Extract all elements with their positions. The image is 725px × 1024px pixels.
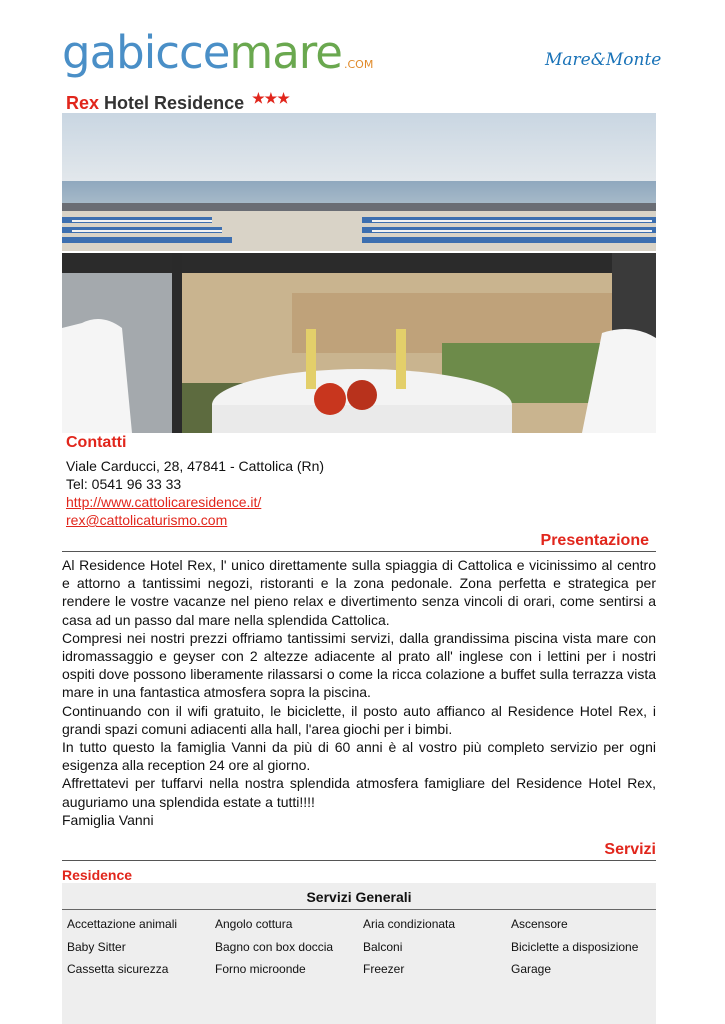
- service-item: Cassetta sicurezza: [67, 962, 169, 976]
- gabiccemare-logo[interactable]: [62, 28, 373, 90]
- star-rating: ★★★: [252, 90, 290, 106]
- services-table-title: Servizi Generali: [62, 883, 656, 910]
- residence-subheading: Residence: [62, 867, 133, 883]
- service-item: Baby Sitter: [67, 939, 126, 954]
- services-heading: Servizi: [604, 841, 656, 858]
- service-item: Balconi: [363, 939, 403, 954]
- logo-text-part2: mare: [229, 26, 342, 79]
- hotel-name-highlight: Rex: [66, 93, 100, 113]
- service-item: Garage: [511, 962, 552, 976]
- logo-domain: .COM: [343, 58, 374, 71]
- presentation-paragraph: Continuando con il wifi gratuito, le biciclette, il posto auto affianco al Residence Hotel Rex, i grandi spazi comuni adiacenti alla hall, l'area giochi per i bimbi.: [62, 702, 656, 737]
- presentation-signature: Famiglia Vanni: [62, 811, 154, 828]
- website-link[interactable]: http://www.cattolicaresidence.it/: [66, 494, 262, 510]
- services-divider: [62, 860, 656, 861]
- maremonte-logo[interactable]: Mare&Monte: [545, 50, 662, 70]
- service-item: Angolo cottura: [215, 917, 293, 931]
- presentation-divider: [62, 551, 656, 552]
- presentation-text: [62, 556, 656, 829]
- presentation-paragraph: Compresi nei nostri prezzi offriamo tantissimi servizi, dalla grandissima piscina vista mare con idromassaggio e geyser con 2 altezze adiacente al prato all' inglese con i lettini per i nostri ospiti dove possono liberamente rilassarsi o come la ricca colazione a buffet sulla terrazza vista mare in una fantastica atmosfera sopra la piscina.: [62, 629, 656, 701]
- hotel-name-rest: Hotel Residence: [104, 93, 245, 113]
- service-item: Forno microonde: [215, 962, 306, 976]
- service-item: Aria condizionata: [363, 917, 456, 931]
- hotel-photo: [62, 113, 656, 433]
- hotel-title: [66, 86, 290, 115]
- service-item: Biciclette a disposizione: [511, 939, 639, 954]
- balcony-sea-view-image: [62, 113, 656, 433]
- page-header: [0, 0, 725, 84]
- presentation-paragraph: Affrettatevi per tuffarvi nella nostra splendida atmosfera famigliare del Residence Hotel Rex, auguriamo una splendida estate a tutti!!!!: [62, 775, 656, 810]
- email-link[interactable]: rex@cattolicaturismo.com: [66, 512, 228, 528]
- service-item: Bagno con box doccia: [215, 939, 334, 954]
- presentation-heading: Presentazione: [540, 532, 649, 549]
- service-item: Ascensore: [511, 917, 568, 931]
- contact-phone: Tel: 0541 96 33 33: [66, 476, 182, 492]
- service-item: Accettazione animali: [67, 917, 178, 931]
- services-table: [62, 883, 656, 1024]
- contacts-heading: Contatti: [66, 434, 127, 451]
- services-grid: [62, 910, 656, 981]
- contact-address: Viale Carducci, 28, 47841 - Cattolica (Rn): [66, 458, 325, 474]
- service-item: Freezer: [363, 962, 405, 976]
- presentation-paragraph: Al Residence Hotel Rex, l' unico direttamente sulla spiaggia di Cattolica e vicinissimo al centro e attorno a tantissimi negozi, ristoranti e la zona pedonale. Zona perfetta e strategica per rendere le vostre vacanze nel pieno relax e divertimento senza vincoli di orari, come sentirsi a casa ad un passo dal mare nella splendida Cattolica.: [62, 557, 656, 628]
- presentation-paragraph: In tutto questo la famiglia Vanni da più di 60 anni è al vostro più completo servizio per ogni esigenza alla reception 24 ore al giorno.: [62, 739, 656, 774]
- logo-text-part1: gabicce: [62, 26, 230, 79]
